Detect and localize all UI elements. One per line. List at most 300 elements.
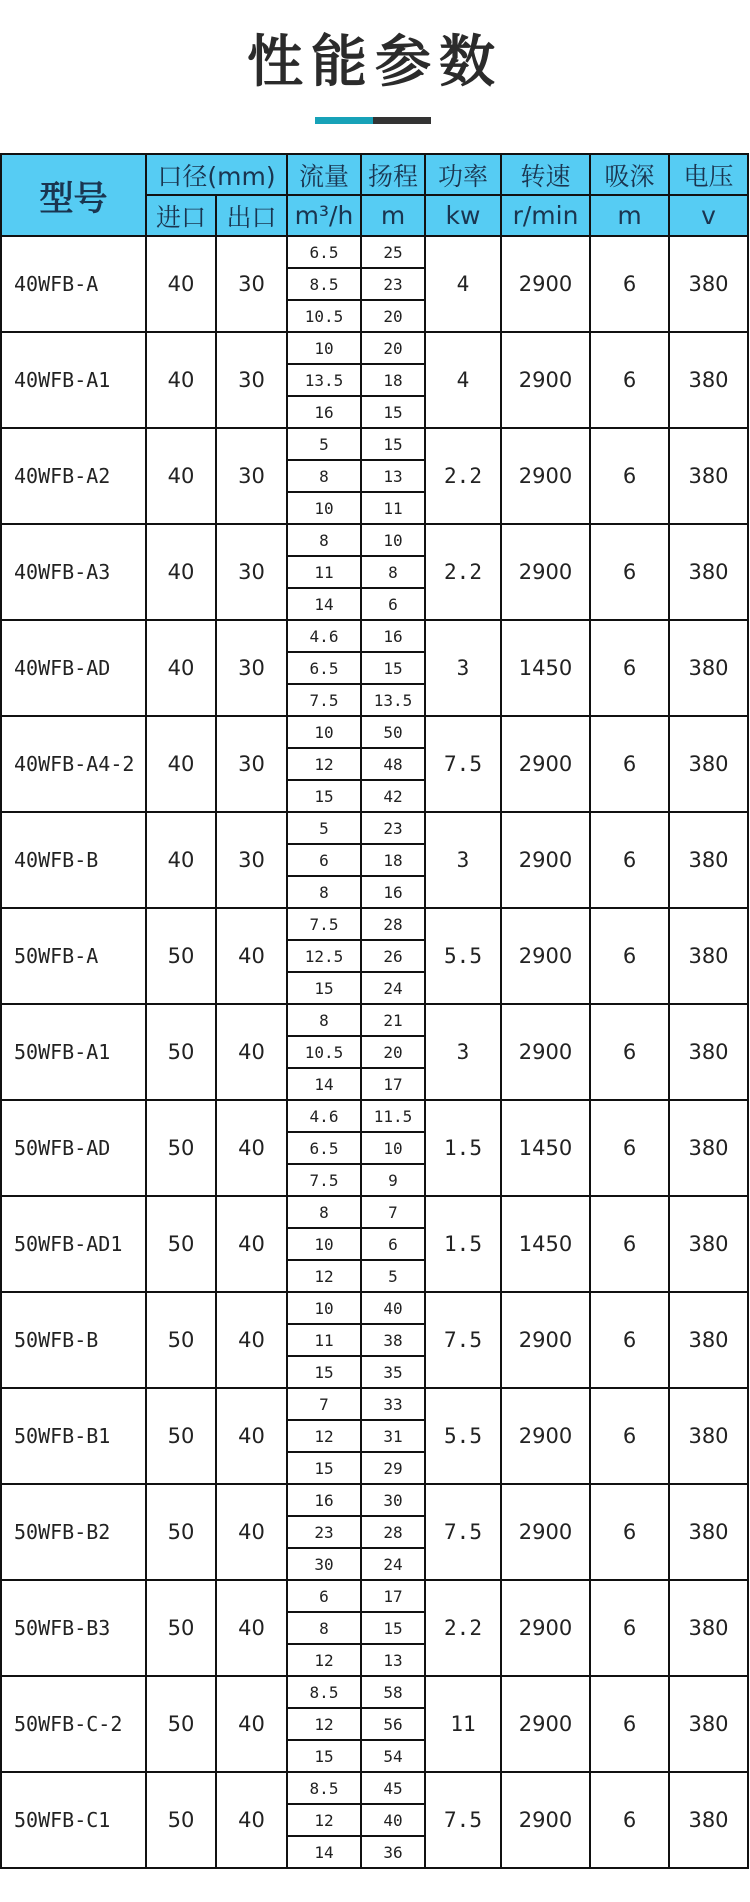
model-cell: 50WFB-B1 <box>1 1388 146 1484</box>
table-row <box>1 1388 748 1484</box>
head-value: 30 <box>383 1490 403 1510</box>
voltage-cell: 380 <box>669 1676 748 1772</box>
head-value: 23 <box>383 818 403 838</box>
flow-value: 16 <box>288 395 360 427</box>
flow-value: 16 <box>314 1490 334 1510</box>
suction-cell: 6 <box>590 1004 669 1100</box>
suction-cell: 6 <box>590 236 669 332</box>
voltage-cell: 380 <box>669 716 748 812</box>
flow-value: 7.5 <box>309 914 339 934</box>
head-value: 56 <box>362 1707 424 1739</box>
power-cell: 2.2 <box>425 428 501 524</box>
head-value: 13 <box>362 459 424 491</box>
speed-cell: 2900 <box>501 1292 590 1388</box>
head-values <box>362 1677 424 1771</box>
head-value: 24 <box>362 971 424 1003</box>
head-value: 10 <box>383 530 403 550</box>
header-caliber: 口径(mm) <box>146 154 287 195</box>
table-header <box>1 154 748 236</box>
inlet-cell: 50 <box>146 1004 216 1100</box>
head-value: 40 <box>383 1298 403 1318</box>
head-value: 15 <box>362 395 424 427</box>
flow-value: 15 <box>288 1355 360 1387</box>
model-cell: 40WFB-A2 <box>1 428 146 524</box>
flow-value: 12 <box>288 1419 360 1451</box>
flow-cell <box>287 236 361 332</box>
flow-value: 7.5 <box>288 1163 360 1195</box>
table-row <box>1 1484 748 1580</box>
flow-value: 12 <box>288 1803 360 1835</box>
speed-cell: 1450 <box>501 620 590 716</box>
head-values <box>362 1485 424 1579</box>
head-value: 58 <box>383 1682 403 1702</box>
table-body <box>1 236 748 1868</box>
model-cell: 50WFB-A1 <box>1 1004 146 1100</box>
head-value: 8 <box>362 555 424 587</box>
underline-accent-teal <box>315 117 373 124</box>
flow-value: 15 <box>288 779 360 811</box>
head-cell <box>361 1196 425 1292</box>
table-row <box>1 620 748 716</box>
flow-value: 8 <box>288 875 360 907</box>
head-value: 21 <box>383 1010 403 1030</box>
model-cell: 40WFB-AD <box>1 620 146 716</box>
flow-value: 5 <box>319 434 329 454</box>
title-underline <box>315 117 431 124</box>
outlet-cell: 40 <box>216 1004 287 1100</box>
table-row <box>1 1100 748 1196</box>
head-cell <box>361 1388 425 1484</box>
head-values <box>362 1389 424 1483</box>
head-values <box>362 1197 424 1291</box>
power-cell: 2.2 <box>425 1580 501 1676</box>
power-cell: 3 <box>425 620 501 716</box>
flow-value: 10 <box>314 1298 334 1318</box>
model-cell: 40WFB-A <box>1 236 146 332</box>
head-value: 42 <box>362 779 424 811</box>
flow-value: 10 <box>314 722 334 742</box>
flow-value: 30 <box>288 1547 360 1579</box>
flow-values <box>288 525 360 619</box>
table-row <box>1 716 748 812</box>
suction-cell: 6 <box>590 1676 669 1772</box>
outlet-cell: 40 <box>216 1772 287 1868</box>
voltage-cell: 380 <box>669 1100 748 1196</box>
head-cell <box>361 812 425 908</box>
table-row <box>1 908 748 1004</box>
table-row <box>1 332 748 428</box>
head-value: 17 <box>383 1586 403 1606</box>
inlet-cell: 50 <box>146 1196 216 1292</box>
header-power: 功率 <box>425 154 501 195</box>
flow-value: 10 <box>288 1227 360 1259</box>
table-row <box>1 1676 748 1772</box>
head-value: 24 <box>362 1547 424 1579</box>
head-values <box>362 1293 424 1387</box>
head-value: 28 <box>362 1515 424 1547</box>
flow-cell <box>287 812 361 908</box>
power-cell: 4 <box>425 236 501 332</box>
model-cell: 50WFB-B <box>1 1292 146 1388</box>
model-cell: 40WFB-A1 <box>1 332 146 428</box>
flow-value: 15 <box>288 971 360 1003</box>
suction-cell: 6 <box>590 1388 669 1484</box>
head-value: 29 <box>362 1451 424 1483</box>
flow-values <box>288 621 360 715</box>
suction-cell: 6 <box>590 332 669 428</box>
model-cell: 50WFB-B2 <box>1 1484 146 1580</box>
head-values <box>362 621 424 715</box>
outlet-cell: 40 <box>216 908 287 1004</box>
suction-cell: 6 <box>590 1196 669 1292</box>
flow-values <box>288 429 360 523</box>
voltage-cell: 380 <box>669 908 748 1004</box>
outlet-cell: 30 <box>216 620 287 716</box>
flow-cell <box>287 524 361 620</box>
head-values <box>362 813 424 907</box>
inlet-cell: 40 <box>146 812 216 908</box>
header-speed: 转速 <box>501 154 590 195</box>
speed-cell: 1450 <box>501 1100 590 1196</box>
head-value: 26 <box>362 939 424 971</box>
suction-cell: 6 <box>590 812 669 908</box>
head-value: 38 <box>362 1323 424 1355</box>
head-value: 54 <box>362 1739 424 1771</box>
table-row <box>1 236 748 332</box>
flow-value: 11 <box>288 555 360 587</box>
power-cell: 7.5 <box>425 1772 501 1868</box>
model-cell: 50WFB-C1 <box>1 1772 146 1868</box>
performance-table <box>0 153 749 1869</box>
flow-values <box>288 1101 360 1195</box>
power-cell: 5.5 <box>425 1388 501 1484</box>
speed-cell: 2900 <box>501 332 590 428</box>
head-values <box>362 1005 424 1099</box>
voltage-cell: 380 <box>669 1772 748 1868</box>
head-value: 13 <box>362 1643 424 1675</box>
head-cell <box>361 428 425 524</box>
flow-cell <box>287 1484 361 1580</box>
voltage-cell: 380 <box>669 1196 748 1292</box>
inlet-cell: 50 <box>146 1100 216 1196</box>
flow-value: 10.5 <box>288 1035 360 1067</box>
outlet-cell: 30 <box>216 332 287 428</box>
outlet-cell: 40 <box>216 1388 287 1484</box>
head-cell <box>361 716 425 812</box>
flow-value: 10 <box>288 491 360 523</box>
flow-values <box>288 237 360 331</box>
suction-cell: 6 <box>590 1772 669 1868</box>
suction-cell: 6 <box>590 908 669 1004</box>
flow-value: 8 <box>288 1611 360 1643</box>
head-value: 13.5 <box>362 683 424 715</box>
flow-value: 12.5 <box>288 939 360 971</box>
header-outlet: 出口 <box>216 195 287 236</box>
power-cell: 7.5 <box>425 1484 501 1580</box>
header-flow-unit: m³/h <box>287 195 361 236</box>
speed-cell: 2900 <box>501 1388 590 1484</box>
model-cell: 50WFB-AD <box>1 1100 146 1196</box>
suction-cell: 6 <box>590 620 669 716</box>
inlet-cell: 40 <box>146 332 216 428</box>
flow-cell <box>287 1676 361 1772</box>
head-value: 40 <box>362 1803 424 1835</box>
voltage-cell: 380 <box>669 1292 748 1388</box>
head-value: 20 <box>362 1035 424 1067</box>
power-cell: 5.5 <box>425 908 501 1004</box>
flow-value: 14 <box>288 587 360 619</box>
flow-values <box>288 1293 360 1387</box>
model-cell: 40WFB-A4-2 <box>1 716 146 812</box>
flow-cell <box>287 1196 361 1292</box>
head-values <box>362 1101 424 1195</box>
suction-cell: 6 <box>590 1292 669 1388</box>
flow-value: 6 <box>319 1586 329 1606</box>
suction-cell: 6 <box>590 524 669 620</box>
head-values <box>362 717 424 811</box>
flow-cell <box>287 1580 361 1676</box>
voltage-cell: 380 <box>669 428 748 524</box>
head-values <box>362 909 424 1003</box>
head-value: 11.5 <box>373 1106 413 1126</box>
head-value: 20 <box>383 338 403 358</box>
head-value: 20 <box>362 299 424 331</box>
inlet-cell: 40 <box>146 524 216 620</box>
flow-cell <box>287 1004 361 1100</box>
head-value: 35 <box>362 1355 424 1387</box>
flow-value: 6.5 <box>288 651 360 683</box>
voltage-cell: 380 <box>669 332 748 428</box>
head-value: 17 <box>362 1067 424 1099</box>
voltage-cell: 380 <box>669 236 748 332</box>
header-head-unit: m <box>361 195 425 236</box>
flow-values <box>288 1485 360 1579</box>
voltage-cell: 380 <box>669 524 748 620</box>
head-value: 18 <box>362 843 424 875</box>
head-value: 15 <box>362 651 424 683</box>
page-title: 性能参数 <box>247 30 503 95</box>
speed-cell: 1450 <box>501 1196 590 1292</box>
flow-value: 10 <box>314 338 334 358</box>
head-cell <box>361 1676 425 1772</box>
flow-value: 7.5 <box>288 683 360 715</box>
flow-value: 12 <box>288 1643 360 1675</box>
head-cell <box>361 1100 425 1196</box>
head-cell <box>361 1004 425 1100</box>
inlet-cell: 50 <box>146 1676 216 1772</box>
underline-accent-dark <box>373 117 431 124</box>
head-cell <box>361 1772 425 1868</box>
head-cell <box>361 1292 425 1388</box>
flow-values <box>288 909 360 1003</box>
power-cell: 1.5 <box>425 1196 501 1292</box>
speed-cell: 2900 <box>501 812 590 908</box>
table-row <box>1 1196 748 1292</box>
outlet-cell: 40 <box>216 1580 287 1676</box>
head-value: 15 <box>383 434 403 454</box>
flow-value: 8.5 <box>288 267 360 299</box>
head-value: 18 <box>362 363 424 395</box>
head-value: 23 <box>362 267 424 299</box>
flow-cell <box>287 620 361 716</box>
header-suction-unit: m <box>590 195 669 236</box>
table-row <box>1 1580 748 1676</box>
header-suction: 吸深 <box>590 154 669 195</box>
flow-cell <box>287 1388 361 1484</box>
power-cell: 7.5 <box>425 1292 501 1388</box>
flow-value: 12 <box>288 1259 360 1291</box>
flow-value: 12 <box>288 1707 360 1739</box>
model-cell: 40WFB-B <box>1 812 146 908</box>
inlet-cell: 50 <box>146 1580 216 1676</box>
voltage-cell: 380 <box>669 812 748 908</box>
inlet-cell: 40 <box>146 716 216 812</box>
flow-values <box>288 1389 360 1483</box>
voltage-cell: 380 <box>669 620 748 716</box>
flow-cell <box>287 1100 361 1196</box>
speed-cell: 2900 <box>501 524 590 620</box>
flow-value: 10.5 <box>288 299 360 331</box>
header-speed-unit: r/min <box>501 195 590 236</box>
flow-cell <box>287 716 361 812</box>
head-value: 16 <box>362 875 424 907</box>
head-value: 7 <box>388 1202 398 1222</box>
head-values <box>362 1773 424 1867</box>
outlet-cell: 30 <box>216 716 287 812</box>
table-row <box>1 428 748 524</box>
voltage-cell: 380 <box>669 1580 748 1676</box>
head-value: 31 <box>362 1419 424 1451</box>
speed-cell: 2900 <box>501 1580 590 1676</box>
flow-value: 13.5 <box>288 363 360 395</box>
inlet-cell: 40 <box>146 620 216 716</box>
speed-cell: 2900 <box>501 1772 590 1868</box>
head-value: 6 <box>362 1227 424 1259</box>
head-cell <box>361 332 425 428</box>
head-value: 11 <box>362 491 424 523</box>
header-model: 型号 <box>1 154 146 236</box>
flow-value: 23 <box>288 1515 360 1547</box>
table-row <box>1 1772 748 1868</box>
outlet-cell: 30 <box>216 812 287 908</box>
head-value: 9 <box>362 1163 424 1195</box>
head-value: 45 <box>383 1778 403 1798</box>
speed-cell: 2900 <box>501 716 590 812</box>
head-cell <box>361 1580 425 1676</box>
table-row <box>1 524 748 620</box>
suction-cell: 6 <box>590 716 669 812</box>
header-flow: 流量 <box>287 154 361 195</box>
outlet-cell: 40 <box>216 1292 287 1388</box>
flow-values <box>288 813 360 907</box>
header-voltage: 电压 <box>669 154 748 195</box>
head-value: 25 <box>383 242 403 262</box>
outlet-cell: 30 <box>216 236 287 332</box>
flow-value: 8 <box>288 459 360 491</box>
outlet-cell: 40 <box>216 1484 287 1580</box>
head-values <box>362 237 424 331</box>
power-cell: 4 <box>425 332 501 428</box>
header-power-unit: kw <box>425 195 501 236</box>
inlet-cell: 40 <box>146 236 216 332</box>
outlet-cell: 30 <box>216 428 287 524</box>
flow-value: 14 <box>288 1067 360 1099</box>
table-row <box>1 1004 748 1100</box>
speed-cell: 2900 <box>501 1484 590 1580</box>
flow-value: 8.5 <box>309 1682 339 1702</box>
inlet-cell: 40 <box>146 428 216 524</box>
head-value: 10 <box>362 1131 424 1163</box>
suction-cell: 6 <box>590 1100 669 1196</box>
inlet-cell: 50 <box>146 1484 216 1580</box>
inlet-cell: 50 <box>146 1772 216 1868</box>
header-voltage-unit: v <box>669 195 748 236</box>
model-cell: 40WFB-A3 <box>1 524 146 620</box>
speed-cell: 2900 <box>501 908 590 1004</box>
flow-values <box>288 1773 360 1867</box>
flow-value: 6.5 <box>309 242 339 262</box>
head-cell <box>361 908 425 1004</box>
power-cell: 11 <box>425 1676 501 1772</box>
voltage-cell: 380 <box>669 1388 748 1484</box>
head-cell <box>361 524 425 620</box>
voltage-cell: 380 <box>669 1484 748 1580</box>
flow-values <box>288 1005 360 1099</box>
head-value: 16 <box>383 626 403 646</box>
flow-values <box>288 1677 360 1771</box>
flow-value: 6.5 <box>288 1131 360 1163</box>
inlet-cell: 50 <box>146 1388 216 1484</box>
flow-value: 15 <box>288 1739 360 1771</box>
head-value: 50 <box>383 722 403 742</box>
power-cell: 3 <box>425 1004 501 1100</box>
header-inlet: 进口 <box>146 195 216 236</box>
head-cell <box>361 236 425 332</box>
head-value: 48 <box>362 747 424 779</box>
flow-value: 5 <box>319 818 329 838</box>
flow-value: 11 <box>288 1323 360 1355</box>
head-value: 33 <box>383 1394 403 1414</box>
head-cell <box>361 620 425 716</box>
table-row <box>1 1292 748 1388</box>
head-value: 36 <box>362 1835 424 1867</box>
flow-value: 6 <box>288 843 360 875</box>
inlet-cell: 50 <box>146 1292 216 1388</box>
flow-value: 8.5 <box>309 1778 339 1798</box>
header-head: 扬程 <box>361 154 425 195</box>
flow-values <box>288 1197 360 1291</box>
flow-value: 14 <box>288 1835 360 1867</box>
head-value: 5 <box>362 1259 424 1291</box>
table-row <box>1 812 748 908</box>
suction-cell: 6 <box>590 428 669 524</box>
head-value: 15 <box>362 1611 424 1643</box>
flow-value: 15 <box>288 1451 360 1483</box>
power-cell: 1.5 <box>425 1100 501 1196</box>
suction-cell: 6 <box>590 1484 669 1580</box>
suction-cell: 6 <box>590 1580 669 1676</box>
head-cell <box>361 1484 425 1580</box>
head-value: 28 <box>383 914 403 934</box>
head-values <box>362 429 424 523</box>
power-cell: 2.2 <box>425 524 501 620</box>
flow-value: 4.6 <box>309 626 339 646</box>
head-values <box>362 1581 424 1675</box>
speed-cell: 2900 <box>501 236 590 332</box>
flow-cell <box>287 1292 361 1388</box>
flow-value: 8 <box>319 1202 329 1222</box>
flow-values <box>288 1581 360 1675</box>
